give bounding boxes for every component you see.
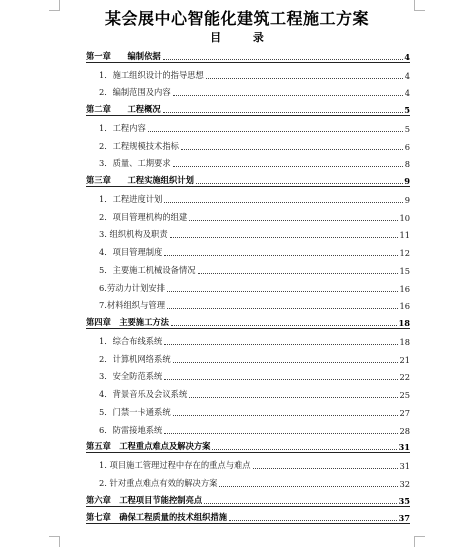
toc-section-entry[interactable] (86, 329, 410, 347)
toc-entry-label: 3．安全防范系统 (99, 371, 163, 382)
dot-leader (189, 396, 398, 398)
toc-chapter-entry[interactable] (86, 98, 410, 116)
dot-leader (219, 485, 398, 487)
toc-page-number: 22 (399, 372, 410, 383)
dot-leader (164, 432, 398, 434)
page-corner-mark (414, 536, 425, 547)
dot-leader (173, 414, 399, 416)
toc-page-number: 6 (404, 141, 410, 152)
dot-leader (204, 502, 397, 504)
toc-chapter-entry[interactable] (86, 311, 410, 329)
document-title: 某会展中心智能化建筑工程施工方案 (104, 9, 369, 28)
toc-section-entry[interactable] (86, 453, 410, 471)
toc-entry-label: 第六章 工程项目节能控制亮点 (86, 494, 203, 505)
toc-entry-label: 1. 项目施工管理过程中存在的重点与难点 (99, 460, 251, 470)
toc-entry-label: 5．门禁一卡通系统 (99, 406, 171, 417)
toc-entry-label: 1．工程内容 (99, 122, 146, 133)
toc-entry-label: 第三章 工程实施组织计划 (86, 175, 194, 185)
toc-page-number: 31 (399, 461, 410, 471)
toc-entry-label: 3. 组织机构及职责 (99, 229, 168, 240)
dot-leader (173, 361, 399, 363)
toc-entry-label: 第七章 确保工程质量的技术组织措施 (86, 512, 228, 523)
toc-page-number: 9 (404, 194, 410, 205)
dot-leader (181, 148, 403, 150)
toc-entry-label: 第四章 主要施工方法 (86, 317, 169, 327)
toc-page-number: 8 (404, 159, 410, 170)
dot-leader (206, 77, 403, 79)
dot-leader (198, 272, 399, 274)
toc-page-number: 25 (399, 390, 410, 400)
toc-page-number: 27 (399, 407, 410, 418)
toc-chapter-entry[interactable] (86, 45, 410, 63)
toc-entry-label: 4．背景音乐及会议系统 (99, 389, 188, 399)
toc-chapter-entry[interactable] (86, 489, 410, 507)
dot-leader (163, 111, 403, 113)
toc-entry-label: 2．编制范围及内容 (99, 87, 171, 98)
toc-entry-label: 第一章 编制依据 (86, 50, 161, 61)
toc-section-entry[interactable] (86, 81, 410, 99)
dot-leader (164, 343, 398, 345)
toc-entry-label: 1．综合布线系统 (99, 335, 163, 346)
dot-leader (167, 307, 398, 309)
toc-page-number: 15 (399, 265, 410, 276)
toc-entry-label: 第二章 工程概况 (86, 104, 161, 114)
toc-page-number: 5 (404, 123, 410, 134)
toc-entry-label: 第五章 工程重点难点及解决方案 (86, 441, 211, 452)
toc-section-entry[interactable] (86, 152, 410, 170)
toc-chapter-entry[interactable] (86, 169, 410, 187)
toc-page-number: 21 (399, 354, 410, 365)
dot-leader (163, 58, 403, 60)
toc-section-entry[interactable] (86, 347, 410, 365)
toc-entry-label: 2．工程规模技术指标 (99, 140, 179, 151)
toc-page-number: 18 (399, 336, 410, 347)
toc-chapter-entry[interactable] (86, 436, 410, 454)
toc-page-number: 4 (404, 70, 410, 81)
dot-leader (164, 378, 398, 380)
dot-leader (212, 448, 397, 450)
dot-leader (229, 519, 397, 521)
toc-chapter-entry[interactable] (86, 507, 410, 525)
dot-leader (148, 130, 403, 132)
toc-section-entry[interactable] (86, 240, 410, 258)
toc-page-number: 9 (404, 176, 410, 186)
toc-section-entry[interactable] (86, 400, 410, 418)
dot-leader (164, 254, 398, 256)
toc-section-entry[interactable] (86, 418, 410, 436)
toc-section-entry[interactable] (86, 134, 410, 152)
dot-leader (189, 219, 398, 221)
toc-section-entry[interactable] (86, 276, 410, 294)
toc-page-number: 5 (404, 105, 410, 115)
toc-section-entry[interactable] (86, 187, 410, 205)
toc-entry-label: 1．施工组织设计的指导思想 (99, 69, 204, 80)
toc-section-entry[interactable] (86, 116, 410, 134)
toc-entry-label: 6．防雷接地系统 (99, 424, 163, 435)
toc-page-number: 4 (404, 51, 410, 62)
toc-section-entry[interactable] (86, 382, 410, 400)
toc-entry-label: 7.材料组织与管理 (99, 300, 165, 311)
toc-section-entry[interactable] (86, 205, 410, 223)
toc-heading: 目 录 (210, 31, 278, 44)
toc-page-number: 28 (399, 425, 410, 436)
toc-page-number: 10 (399, 212, 410, 223)
toc-entry-label: 6.劳动力计划安排 (99, 282, 165, 293)
toc-page-number: 32 (399, 478, 410, 489)
toc-section-entry[interactable] (86, 365, 410, 383)
toc-section-entry[interactable] (86, 471, 410, 489)
toc-page-number: 11 (399, 230, 410, 241)
toc-section-entry[interactable] (86, 258, 410, 276)
toc-page-number: 31 (398, 442, 410, 453)
toc-page-number: 37 (398, 513, 410, 524)
dot-leader (171, 324, 397, 326)
toc-page-number: 16 (399, 283, 410, 294)
dot-leader (253, 467, 399, 469)
dot-leader (170, 236, 399, 238)
dot-leader (173, 165, 403, 167)
dot-leader (196, 182, 403, 184)
toc-page-number: 16 (399, 301, 410, 312)
dot-leader (167, 290, 398, 292)
toc-page-number: 4 (404, 88, 410, 99)
toc-section-entry[interactable] (86, 63, 410, 81)
toc-section-entry[interactable] (86, 294, 410, 312)
toc-entry-label: 2. 针对重点难点有效的解决方案 (99, 477, 218, 488)
toc-entry-label: 4．项目管理制度 (99, 247, 163, 257)
dot-leader (164, 201, 403, 203)
toc-page-number: 12 (399, 248, 410, 258)
dot-leader (173, 94, 403, 96)
toc-page-number: 18 (398, 318, 410, 328)
toc-section-entry[interactable] (86, 223, 410, 241)
page-corner-mark (49, 536, 60, 547)
toc-entry-label: 5．主要施工机械设备情况 (99, 264, 196, 275)
toc-entry-label: 2．项目管理机构的组建 (99, 211, 188, 222)
toc-entry-label: 1．工程进度计划 (99, 193, 163, 204)
toc-entry-label: 2．计算机网络系统 (99, 353, 171, 364)
table-of-contents (86, 45, 410, 524)
toc-entry-label: 3．质量、工期要求 (99, 158, 171, 169)
toc-page-number: 35 (398, 495, 410, 506)
